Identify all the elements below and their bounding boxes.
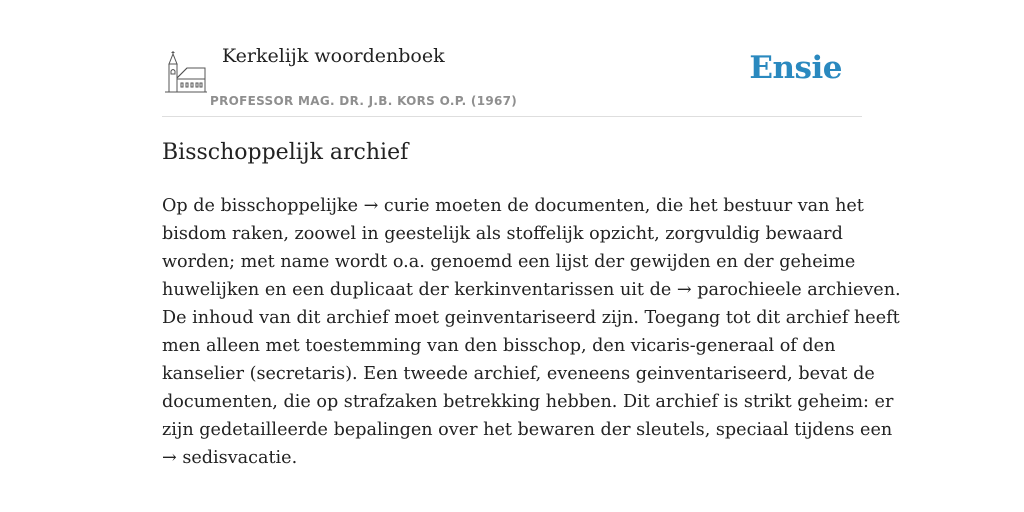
xref-link-sedisvacatie[interactable]: → sedisvacatie <box>162 448 292 468</box>
church-icon <box>165 50 207 94</box>
body-line <box>162 444 866 472</box>
body-line: zijn gedetailleerde bepalingen over het bewaren der sleutels, speciaal tijdens een <box>162 420 893 440</box>
xref-link-curie[interactable]: → curie <box>363 196 430 216</box>
body-text: huwelijken en een duplicaat der kerkinventarissen uit de <box>162 280 677 300</box>
body-text: Op de bisschoppelijke <box>162 196 364 216</box>
xref-link-parochieele-archieven[interactable]: → parochieele archieven <box>676 280 896 300</box>
body-line: worden; met name wordt o.a. genoemd een lijst der gewijden en der geheime <box>162 252 856 272</box>
dictionary-author: PROFESSOR MAG. DR. J.B. KORS O.P. (1967) <box>210 94 518 108</box>
body-line: documenten, die op strafzaken betrekking hebben. Dit archief is strikt geheim: er <box>162 392 894 412</box>
body-text: . <box>895 280 901 300</box>
body-line: kanselier (secretaris). Een tweede archief, eveneens geinventariseerd, bevat de <box>162 364 875 384</box>
body-line: bisdom raken, zoowel in geestelijk als stoffelijk opzicht, zorgvuldig bewaard <box>162 224 843 244</box>
entry-title: Bisschoppelijk archief <box>162 140 409 165</box>
ensie-logo-link[interactable]: Ensie <box>749 50 842 86</box>
body-line <box>162 276 901 304</box>
body-line: De inhoud van dit archief moet geinventariseerd zijn. Toegang tot dit archief heeft <box>162 308 900 328</box>
body-text: . <box>291 448 298 468</box>
body-line: men alleen met toestemming van den bisschop, den vicaris-generaal of den <box>162 336 836 356</box>
dictionary-header <box>162 0 862 117</box>
entry-body <box>162 192 901 472</box>
body-line <box>162 192 866 220</box>
body-text: moeten de documenten, die het bestuur van het <box>429 196 864 216</box>
dictionary-title[interactable]: Kerkelijk woordenboek <box>222 45 445 67</box>
